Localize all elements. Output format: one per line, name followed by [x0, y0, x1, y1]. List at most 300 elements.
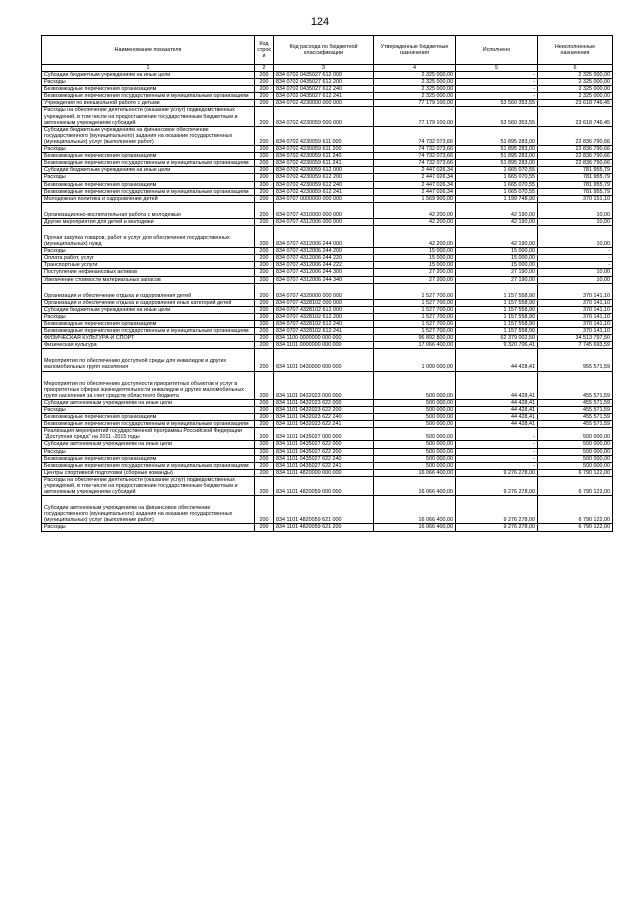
- row-name: Субсидии бюджетным учреждениям на иные цели: [42, 72, 255, 79]
- row-name: Оплата работ, услуг: [42, 255, 255, 262]
- row-line-code: 200: [255, 328, 274, 335]
- row-approved: 2 325 000,00: [374, 93, 456, 100]
- row-unexecuted: 955 571,59: [538, 349, 613, 371]
- row-budget-code: 834 0702 4230059 611 240: [274, 153, 374, 160]
- row-line-code: 200: [255, 496, 274, 524]
- row-budget-code: 834 0707 4328102 612 241: [274, 328, 374, 335]
- table-row: [42, 107, 613, 126]
- row-budget-code: 834 0702 4230059 612 000: [274, 167, 374, 174]
- row-line-code: 200: [255, 255, 274, 262]
- row-executed: 44 428,41: [456, 406, 538, 413]
- row-line-code: 200: [255, 93, 274, 100]
- header-approved: Утвержденные бюджетные назначения: [374, 36, 456, 65]
- row-approved: 74 732 073,66: [374, 153, 456, 160]
- row-approved: 15 000,00: [374, 262, 456, 269]
- row-executed: 44 428,41: [456, 421, 538, 428]
- row-budget-code: 834 0702 0435027 612 241: [274, 93, 374, 100]
- row-unexecuted: 22 836 790,66: [538, 126, 613, 145]
- row-line-code: 200: [255, 441, 274, 448]
- row-budget-code: 834 0702 4230059 000 000: [274, 107, 374, 126]
- row-executed: -: [456, 448, 538, 455]
- row-name: Расходы: [42, 448, 255, 455]
- row-line-code: 200: [255, 218, 274, 225]
- row-line-code: 200: [255, 126, 274, 145]
- row-unexecuted: 500 000,00: [538, 462, 613, 469]
- header-name: Наименование показателя: [42, 36, 255, 65]
- row-approved: 17 066 400,00: [374, 342, 456, 349]
- row-executed: 62 379 002,50: [456, 335, 538, 342]
- row-unexecuted: 500 000,00: [538, 455, 613, 462]
- row-approved: 2 447 026,34: [374, 181, 456, 188]
- row-name: Расходы: [42, 524, 255, 531]
- row-line-code: 200: [255, 462, 274, 469]
- row-line-code: 200: [255, 269, 274, 276]
- row-budget-code: 834 0707 4328102 612 000: [274, 306, 374, 313]
- row-executed: 1 157 558,90: [456, 299, 538, 306]
- row-unexecuted: 7 745 693,59: [538, 342, 613, 349]
- row-budget-code: 834 0707 4320000 000 000: [274, 283, 374, 299]
- row-budget-code: 834 1101 0435027 622 240: [274, 455, 374, 462]
- row-name: Расходы: [42, 248, 255, 255]
- row-name: Расходы: [42, 406, 255, 413]
- row-unexecuted: 500 000,00: [538, 448, 613, 455]
- row-line-code: 200: [255, 174, 274, 181]
- row-executed: 42 190,00: [456, 202, 538, 218]
- row-unexecuted: 6 790 122,00: [538, 524, 613, 531]
- row-unexecuted: 22 836 790,66: [538, 146, 613, 153]
- row-unexecuted: 455 571,59: [538, 371, 613, 399]
- table-row: [42, 276, 613, 283]
- row-line-code: 200: [255, 248, 274, 255]
- row-name: Увеличение стоимости материальных запасов: [42, 276, 255, 283]
- row-executed: 1 157 558,90: [456, 306, 538, 313]
- row-budget-code: 834 1101 4820059 621 200: [274, 524, 374, 531]
- row-name: Безвозмездные перечисления организациям: [42, 86, 255, 93]
- table-row: [42, 462, 613, 469]
- row-executed: 44 428,41: [456, 349, 538, 371]
- column-number-row: [42, 65, 613, 72]
- table-row: [42, 93, 613, 100]
- row-executed: -: [456, 455, 538, 462]
- row-approved: 500 000,00: [374, 455, 456, 462]
- row-approved: 77 179 100,00: [374, 100, 456, 107]
- row-unexecuted: 10,00: [538, 225, 613, 247]
- row-line-code: 200: [255, 524, 274, 531]
- row-unexecuted: 2 325 000,00: [538, 93, 613, 100]
- column-number: 1: [42, 65, 255, 72]
- row-executed: -: [456, 462, 538, 469]
- row-line-code: 200: [255, 100, 274, 107]
- row-unexecuted: 370 141,10: [538, 328, 613, 335]
- row-line-code: 200: [255, 476, 274, 495]
- row-name: Безвозмездные перечисления организациям: [42, 455, 255, 462]
- row-line-code: 200: [255, 160, 274, 167]
- row-approved: 27 200,00: [374, 276, 456, 283]
- table-row: [42, 496, 613, 524]
- row-unexecuted: 2 325 000,00: [538, 79, 613, 86]
- row-name: Безвозмездные перечисления государственным и муниципальным организациям: [42, 160, 255, 167]
- row-budget-code: 834 0707 4328102 612 240: [274, 321, 374, 328]
- row-unexecuted: 781 955,79: [538, 181, 613, 188]
- table-row: [42, 181, 613, 188]
- row-name: Транспортные услуги: [42, 262, 255, 269]
- row-name: Безвозмездные перечисления организациям: [42, 321, 255, 328]
- row-unexecuted: 370 141,10: [538, 306, 613, 313]
- row-budget-code: 834 0707 4310000 000 000: [274, 202, 374, 218]
- row-approved: 500 000,00: [374, 414, 456, 421]
- row-name: Расходы: [42, 174, 255, 181]
- row-executed: 1 157 558,90: [456, 321, 538, 328]
- row-executed: 9 276 278,00: [456, 524, 538, 531]
- row-approved: 500 000,00: [374, 421, 456, 428]
- row-executed: 51 895 283,00: [456, 146, 538, 153]
- row-executed: 51 895 283,00: [456, 153, 538, 160]
- row-approved: 74 732 073,66: [374, 126, 456, 145]
- row-approved: 500 000,00: [374, 406, 456, 413]
- row-executed: 9 276 278,00: [456, 469, 538, 476]
- row-executed: 44 428,41: [456, 371, 538, 399]
- row-unexecuted: 23 618 746,45: [538, 100, 613, 107]
- row-unexecuted: 370 151,10: [538, 195, 613, 202]
- table-body: [42, 72, 613, 532]
- table-row: [42, 126, 613, 145]
- column-number: 6: [538, 65, 613, 72]
- row-approved: 500 000,00: [374, 462, 456, 469]
- row-approved: 96 892 800,00: [374, 335, 456, 342]
- row-budget-code: 834 0702 4230059 612 200: [274, 174, 374, 181]
- header-budget-code: Код расхода по бюджетной классификации: [274, 36, 374, 65]
- row-budget-code: 834 1101 0432023 622 241: [274, 421, 374, 428]
- row-line-code: 200: [255, 349, 274, 371]
- row-line-code: 200: [255, 276, 274, 283]
- row-line-code: 200: [255, 86, 274, 93]
- row-line-code: 200: [255, 283, 274, 299]
- row-name: ФИЗИЧЕСКАЯ КУЛЬТУРА И СПОРТ: [42, 335, 255, 342]
- row-budget-code: 834 1100 0000000 000 000: [274, 335, 374, 342]
- row-unexecuted: 455 571,59: [538, 414, 613, 421]
- row-budget-code: 834 0707 4312006 244 200: [274, 248, 374, 255]
- row-budget-code: 834 1101 4820059 621 000: [274, 496, 374, 524]
- row-line-code: 200: [255, 406, 274, 413]
- row-line-code: 200: [255, 313, 274, 320]
- row-line-code: 200: [255, 195, 274, 202]
- row-unexecuted: 10,00: [538, 276, 613, 283]
- row-approved: 15 000,00: [374, 248, 456, 255]
- table-row: [42, 86, 613, 93]
- table-row: [42, 414, 613, 421]
- row-approved: 42 200,00: [374, 202, 456, 218]
- row-budget-code: 834 1101 4820000 000 000: [274, 469, 374, 476]
- row-budget-code: 834 0702 4230059 611 000: [274, 126, 374, 145]
- row-name: Прочая закупка товаров, работ и услуг для обеспечения государственных (муниципальных) нужд: [42, 225, 255, 247]
- row-unexecuted: 23 618 746,45: [538, 107, 613, 126]
- row-line-code: 200: [255, 428, 274, 441]
- row-budget-code: 834 1101 0432023 000 000: [274, 371, 374, 399]
- row-name: Расходы на обеспечение деятельности (оказание услуг) подведомственных учреждений, в том числе на предоставление государственным бюджетным и автономным учреждениям субсидий: [42, 476, 255, 495]
- header-line-code: Код строк и: [255, 36, 274, 65]
- row-budget-code: 834 0702 4230000 000 000: [274, 100, 374, 107]
- row-approved: 1 527 700,00: [374, 321, 456, 328]
- row-unexecuted: 22 836 790,66: [538, 153, 613, 160]
- table-row: [42, 371, 613, 399]
- row-approved: 500 000,00: [374, 428, 456, 441]
- row-unexecuted: 455 571,59: [538, 406, 613, 413]
- row-approved: 2 447 026,34: [374, 167, 456, 174]
- row-line-code: 200: [255, 399, 274, 406]
- row-executed: 42 190,00: [456, 225, 538, 247]
- row-name: Расходы: [42, 79, 255, 86]
- table-row: [42, 448, 613, 455]
- row-budget-code: 834 1101 0432023 622 000: [274, 399, 374, 406]
- row-name: Организация и обеспечение отдыха и оздоровления иных категорий детей: [42, 299, 255, 306]
- row-line-code: 200: [255, 342, 274, 349]
- row-executed: -: [456, 86, 538, 93]
- header-executed: Исполнено: [456, 36, 538, 65]
- row-name: Центры спортивной подготовки (сборные команды): [42, 469, 255, 476]
- row-approved: 42 200,00: [374, 225, 456, 247]
- table-row: [42, 421, 613, 428]
- row-approved: 74 732 073,66: [374, 160, 456, 167]
- row-name: Мероприятия по обеспечению доступной среды для инвалидов и других маломобильных групп населения: [42, 349, 255, 371]
- row-name: Мероприятия по обеспечению доступности приоритетных объектов и услуг в приоритетных сферах жизнедеятельности инвалидов и других маломобильных групп населения за счет средств областного бюджета: [42, 371, 255, 399]
- row-approved: 16 066 400,00: [374, 476, 456, 495]
- row-executed: 53 560 353,55: [456, 107, 538, 126]
- row-name: Безвозмездные перечисления организациям: [42, 181, 255, 188]
- table-row: [42, 188, 613, 195]
- row-unexecuted: 370 141,10: [538, 299, 613, 306]
- table-row: [42, 160, 613, 167]
- row-unexecuted: 781 955,79: [538, 174, 613, 181]
- row-budget-code: 834 1101 0435027 622 200: [274, 448, 374, 455]
- table-row: [42, 174, 613, 181]
- row-name: Безвозмездные перечисления государственным и муниципальным организациям: [42, 328, 255, 335]
- row-executed: 51 895 283,00: [456, 126, 538, 145]
- row-budget-code: 834 0707 4328102 612 200: [274, 313, 374, 320]
- row-executed: 51 895 283,00: [456, 160, 538, 167]
- row-executed: 15 000,00: [456, 262, 538, 269]
- row-unexecuted: 455 571,59: [538, 399, 613, 406]
- row-line-code: 200: [255, 107, 274, 126]
- row-budget-code: 834 1101 0435027 622 000: [274, 441, 374, 448]
- row-unexecuted: 10,00: [538, 218, 613, 225]
- row-name: Субсидии автономным учреждениям на иные цели: [42, 399, 255, 406]
- row-budget-code: 834 1101 0432023 622 200: [274, 406, 374, 413]
- row-executed: -: [456, 79, 538, 86]
- row-line-code: 200: [255, 335, 274, 342]
- row-name: Безвозмездные перечисления государственным и муниципальным организациям: [42, 421, 255, 428]
- row-budget-code: 834 0707 4312006 244 340: [274, 276, 374, 283]
- row-approved: 16 066 400,00: [374, 469, 456, 476]
- table-row: [42, 72, 613, 79]
- row-name: Безвозмездные перечисления государственным и муниципальным организациям: [42, 462, 255, 469]
- row-budget-code: 834 0702 4230059 612 240: [274, 181, 374, 188]
- table-row: [42, 269, 613, 276]
- table-row: [42, 306, 613, 313]
- row-executed: 1 199 748,90: [456, 195, 538, 202]
- row-line-code: 200: [255, 321, 274, 328]
- table-row: [42, 195, 613, 202]
- column-number: 5: [456, 65, 538, 72]
- table-row: [42, 202, 613, 218]
- row-executed: 1 665 070,55: [456, 174, 538, 181]
- row-executed: -: [456, 93, 538, 100]
- row-budget-code: 834 0707 4328102 000 000: [274, 299, 374, 306]
- row-line-code: 200: [255, 188, 274, 195]
- row-line-code: 200: [255, 414, 274, 421]
- row-unexecuted: 2 325 000,00: [538, 86, 613, 93]
- row-approved: 500 000,00: [374, 441, 456, 448]
- row-unexecuted: 500 000,00: [538, 441, 613, 448]
- row-line-code: 200: [255, 306, 274, 313]
- row-name: Расходы: [42, 146, 255, 153]
- row-approved: 16 066 400,00: [374, 496, 456, 524]
- row-unexecuted: -: [538, 262, 613, 269]
- row-unexecuted: 6 790 122,00: [538, 476, 613, 495]
- row-executed: -: [456, 428, 538, 441]
- row-line-code: 200: [255, 262, 274, 269]
- row-budget-code: 834 1101 0432023 622 240: [274, 414, 374, 421]
- row-approved: 16 066 400,00: [374, 524, 456, 531]
- row-budget-code: 834 1101 0430000 000 000: [274, 349, 374, 371]
- column-number: 3: [274, 65, 374, 72]
- row-approved: 15 000,00: [374, 255, 456, 262]
- row-unexecuted: 22 836 790,66: [538, 160, 613, 167]
- row-name: Реализация мероприятий государственной программы Российской Федерации "Доступная среда" на 2011 -2015 годы: [42, 428, 255, 441]
- row-approved: 2 325 000,00: [374, 86, 456, 93]
- row-line-code: 200: [255, 167, 274, 174]
- table-row: [42, 100, 613, 107]
- row-unexecuted: 781 955,79: [538, 167, 613, 174]
- row-executed: 27 190,00: [456, 269, 538, 276]
- row-line-code: 200: [255, 299, 274, 306]
- row-name: Безвозмездные перечисления организациям: [42, 414, 255, 421]
- row-approved: 74 732 073,66: [374, 146, 456, 153]
- table-row: [42, 167, 613, 174]
- row-budget-code: 834 0702 4230059 612 241: [274, 188, 374, 195]
- page-number: 124: [310, 16, 330, 28]
- row-unexecuted: 6 790 122,00: [538, 469, 613, 476]
- row-executed: 1 157 558,90: [456, 283, 538, 299]
- table-row: [42, 262, 613, 269]
- row-budget-code: 834 0702 4230059 611 241: [274, 160, 374, 167]
- row-approved: 42 200,00: [374, 218, 456, 225]
- row-unexecuted: 781 955,79: [538, 188, 613, 195]
- row-budget-code: 834 0702 4230059 611 200: [274, 146, 374, 153]
- row-name: Организационно-воспитательная работа с молодежью: [42, 202, 255, 218]
- table-row: [42, 299, 613, 306]
- row-line-code: 200: [255, 421, 274, 428]
- row-approved: 1 527 700,00: [374, 299, 456, 306]
- table-row: [42, 313, 613, 320]
- budget-execution-table: [41, 35, 613, 532]
- row-executed: 9 276 278,00: [456, 476, 538, 495]
- row-executed: 1 157 558,90: [456, 328, 538, 335]
- table-row: [42, 349, 613, 371]
- row-unexecuted: 34 513 797,50: [538, 335, 613, 342]
- row-executed: 53 560 353,55: [456, 100, 538, 107]
- table-row: [42, 455, 613, 462]
- row-approved: 1 527 700,00: [374, 283, 456, 299]
- table-row: [42, 146, 613, 153]
- row-budget-code: 834 1101 0435027 622 241: [274, 462, 374, 469]
- row-approved: 1 527 700,00: [374, 313, 456, 320]
- row-approved: 500 000,00: [374, 448, 456, 455]
- row-executed: 1 665 070,55: [456, 188, 538, 195]
- row-line-code: 200: [255, 448, 274, 455]
- row-name: Учреждения по внешкольной работе с детьми: [42, 100, 255, 107]
- row-unexecuted: 500 000,00: [538, 428, 613, 441]
- row-executed: 9 320 706,41: [456, 342, 538, 349]
- row-unexecuted: 10,00: [538, 202, 613, 218]
- row-line-code: 200: [255, 455, 274, 462]
- row-line-code: 200: [255, 181, 274, 188]
- row-approved: 2 447 026,34: [374, 188, 456, 195]
- row-approved: 77 179 100,00: [374, 107, 456, 126]
- row-name: Другие мероприятия для детей и молодежи: [42, 218, 255, 225]
- table-row: [42, 283, 613, 299]
- row-executed: -: [456, 441, 538, 448]
- row-approved: 27 200,00: [374, 269, 456, 276]
- row-line-code: 200: [255, 202, 274, 218]
- row-approved: 500 000,00: [374, 371, 456, 399]
- row-unexecuted: 370 141,10: [538, 321, 613, 328]
- row-executed: 1 665 070,55: [456, 181, 538, 188]
- row-budget-code: 834 1101 4820059 000 000: [274, 476, 374, 495]
- table-row: [42, 524, 613, 531]
- row-executed: -: [456, 72, 538, 79]
- row-approved: 2 447 026,34: [374, 174, 456, 181]
- row-unexecuted: 6 790 122,00: [538, 496, 613, 524]
- table-row: [42, 153, 613, 160]
- table-row: [42, 342, 613, 349]
- row-budget-code: 834 0702 0435027 612 200: [274, 79, 374, 86]
- row-name: Безвозмездные перечисления организациям: [42, 153, 255, 160]
- row-name: Субсидии бюджетным учреждениям на иные цели: [42, 167, 255, 174]
- row-approved: 500 000,00: [374, 399, 456, 406]
- row-executed: 42 190,00: [456, 218, 538, 225]
- header-unexecuted: Неисполненные назначения: [538, 36, 613, 65]
- row-name: Расходы на обеспечение деятельности (оказание услуг) подведомственных учреждений, в том числе на предоставление государственным бюджетным и автономным учреждениям субсидий: [42, 107, 255, 126]
- row-line-code: 200: [255, 146, 274, 153]
- row-executed: 1 665 070,55: [456, 167, 538, 174]
- column-number: 2: [255, 65, 274, 72]
- row-unexecuted: 370 141,10: [538, 283, 613, 299]
- row-budget-code: 834 0707 0000000 000 000: [274, 195, 374, 202]
- row-approved: 2 325 000,00: [374, 79, 456, 86]
- row-budget-code: 834 0707 4312006 244 220: [274, 255, 374, 262]
- row-budget-code: 834 0707 4312006 000 000: [274, 218, 374, 225]
- row-budget-code: 834 0707 4312006 244 000: [274, 225, 374, 247]
- table-row: [42, 255, 613, 262]
- row-unexecuted: -: [538, 255, 613, 262]
- row-unexecuted: 370 141,10: [538, 313, 613, 320]
- row-approved: 1 569 900,00: [374, 195, 456, 202]
- row-name: Безвозмездные перечисления государственным и муниципальным организациям: [42, 93, 255, 100]
- row-executed: 1 157 558,90: [456, 313, 538, 320]
- table-row: [42, 218, 613, 225]
- row-budget-code: 834 0707 4312006 244 300: [274, 269, 374, 276]
- row-name: Субсидии бюджетным учреждениям на финансовое обеспечение государственного (муниципального) задания на оказание государственных (муниципальных) услуг (выполнение работ): [42, 126, 255, 145]
- row-line-code: 200: [255, 72, 274, 79]
- table-row: [42, 321, 613, 328]
- row-unexecuted: 455 571,59: [538, 421, 613, 428]
- row-line-code: 200: [255, 153, 274, 160]
- table-row: [42, 328, 613, 335]
- row-name: Организация и обеспечение отдыха и оздоровления детей: [42, 283, 255, 299]
- row-budget-code: 834 1101 0435027 000 000: [274, 428, 374, 441]
- row-executed: 9 276 278,00: [456, 496, 538, 524]
- row-approved: 2 325 000,00: [374, 72, 456, 79]
